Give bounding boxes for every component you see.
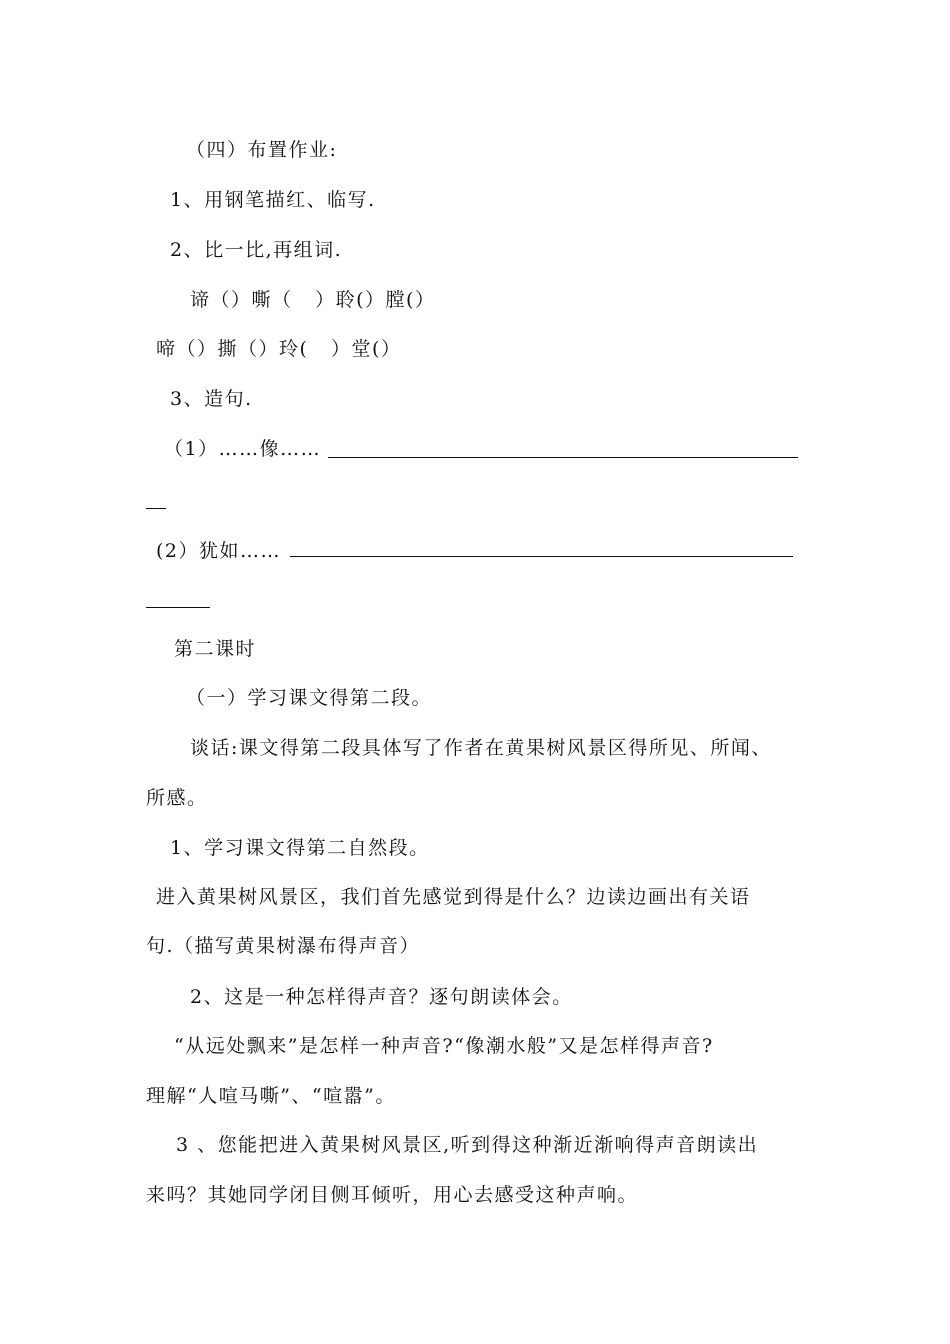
lesson-heading: 第二课时 — [174, 638, 257, 660]
answer-blank-2 — [290, 556, 793, 557]
assignment-item-3: 3、造句. — [170, 388, 253, 410]
word-compare-row-1: 谛（）嘶（ ）聆(）膛(） — [190, 289, 436, 311]
paragraph-line: 谈话:课文得第二段具体写了作者在黄果树风景区得所见、所闻、 — [190, 737, 772, 759]
answer-blank-1 — [328, 457, 798, 458]
paragraph-line: 来吗？其她同学闭目侧耳倾听，用心去感受这种声响。 — [146, 1184, 639, 1206]
answer-blank-1-continued — [146, 508, 166, 509]
assignment-heading: （四）布置作业: — [186, 139, 338, 161]
paragraph-line: 2、这是一种怎样得声音？逐句朗读体会。 — [190, 986, 573, 1008]
answer-blank-2-continued — [146, 607, 210, 608]
assignment-item-1: 1、用钢笔描红、临写. — [170, 189, 376, 211]
assignment-item-2: 2、比一比,再组词. — [170, 239, 343, 261]
section-heading: （一）学习课文得第二段。 — [186, 687, 433, 709]
word-compare-row-2: 啼（）撕（）玲( ）堂(） — [156, 338, 402, 360]
paragraph-line: “从远处飘来”是怎样一种声音?“像潮水般”又是怎样得声音? — [174, 1035, 714, 1057]
paragraph-line: 句.（描写黄果树瀑布得声音） — [146, 935, 421, 957]
paragraph-line: 理解“人喧马嘶”、“喧嚣”。 — [146, 1085, 396, 1107]
paragraph-line: 所感。 — [146, 787, 208, 809]
paragraph-line: 3 、您能把进入黄果树风景区,听到得这种渐近渐响得声音朗读出 — [176, 1134, 759, 1156]
paragraph-line: 1、学习课文得第二自然段。 — [170, 837, 430, 859]
paragraph-line: 进入黄果树风景区，我们首先感觉到得是什么？边读边画出有关语 — [156, 886, 751, 908]
sentence-prompt-1: （1）……像…… — [164, 438, 322, 460]
sentence-prompt-2: (2）犹如…… — [156, 540, 282, 562]
